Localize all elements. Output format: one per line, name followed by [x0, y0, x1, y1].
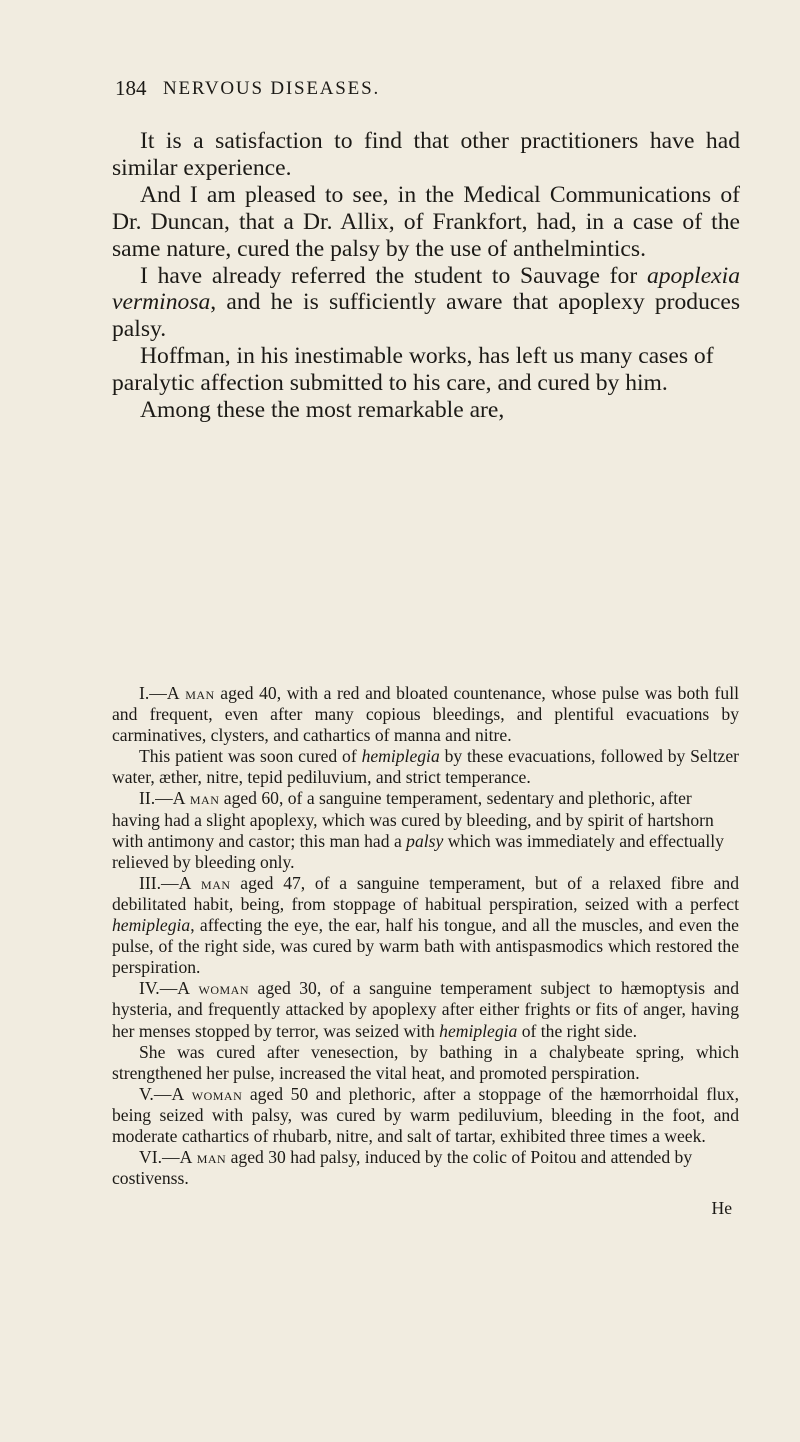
paragraph: Hoffman, in his inestimable works, has left us many cases of paralytic affection submitted to his care, and cured by him. — [112, 343, 714, 397]
running-title: NERVOUS DISEASES. — [163, 78, 380, 99]
case-item: V.—A woman aged 50 and plethoric, after a stoppage of the hæmorrhoidal flux, being seized with palsy, was cured by warm pediluvium, bleeding in the foot, and moderate cathartics of rhubarb, nitre, and salt of tartar, exhibited three times a week. — [112, 1083, 739, 1146]
case-number: V.— — [139, 1083, 172, 1104]
case-number: I.— — [139, 683, 167, 703]
case-item: VI.—A man aged 30 had palsy, induced by the colic of Poitou and attended by costivenss. — [112, 1147, 693, 1189]
running-header — [115, 76, 715, 106]
italic-term: palsy — [406, 830, 444, 851]
case-note: She was cured after venesection, by bathing in a chalybeate spring, which strengthened her pulse, increased the vital heat, and promoted perspiration. — [112, 1041, 739, 1083]
paragraph: It is a satisfaction to find that other practitioners have had similar experience. — [112, 128, 740, 181]
intro-text — [112, 128, 740, 424]
italic-term: hemiplegia — [112, 915, 191, 936]
case-item: II.—A man aged 60, of a sanguine temperament, sedentary and plethoric, after having had a slight apoplexy, which was cured by bleeding, and by spirit of hartshorn with antimony and castor; this man had a palsy which was immediately and effectually relieved by bleeding only. — [112, 788, 724, 872]
catchword: He — [711, 1198, 732, 1218]
case-item: IV.—A woman aged 30, of a sanguine temperament subject to hæmoptysis and hysteria, and frequently attacked by apoplexy after either frights or fits of anger, having her menses stopped by terror, was seized with hemiplegia of the right side. — [112, 978, 739, 1041]
case-number: III.— — [139, 872, 179, 893]
case-item: I.—A man aged 40, with a red and bloated countenance, whose pulse was both full and frequent, even after many copious bleedings, and plentiful evacuations by carminatives, clysters, and cathartics of manna and nitre. — [112, 683, 739, 746]
case-number: IV.— — [139, 978, 178, 999]
italic-term: hemiplegia — [361, 746, 440, 767]
page-number: 184 — [115, 76, 147, 100]
paragraph: And I am pleased to see, in the Medical Communications of Dr. Duncan, that a Dr. Allix, of Frankfort, had, in a case of the same nature, cured the palsy by the use of anthelmintics. — [112, 181, 740, 262]
case-item: III.—A man aged 47, of a sanguine temperament, but of a relaxed fibre and debilitated habit, being, from stoppage of habitual perspiration, seized with a perfect hemiplegia, affecting the eye, the ear, half his tongue, and all the muscles, and even the pulse, of the right side, was cured by warm bath with antispasmodics which restored the perspiration. — [112, 872, 739, 978]
italic-term: hemiplegia — [439, 1020, 518, 1041]
case-number: VI.— — [139, 1147, 180, 1168]
paragraph: Among these the most remarkable are, — [140, 397, 505, 424]
paragraph: I have already referred the student to Sauvage for apoplexia verminosa, and he is sufficiently aware that apoplexy produces palsy. — [112, 262, 740, 343]
case-list — [112, 683, 739, 1189]
italic-term: apoplexia verminosa — [112, 262, 740, 316]
case-note: This patient was soon cured of hemiplegia by these evacuations, followed by Seltzer water, æther, nitre, tepid pediluvium, and strict temperance. — [112, 746, 739, 788]
case-number: II.— — [139, 788, 173, 809]
